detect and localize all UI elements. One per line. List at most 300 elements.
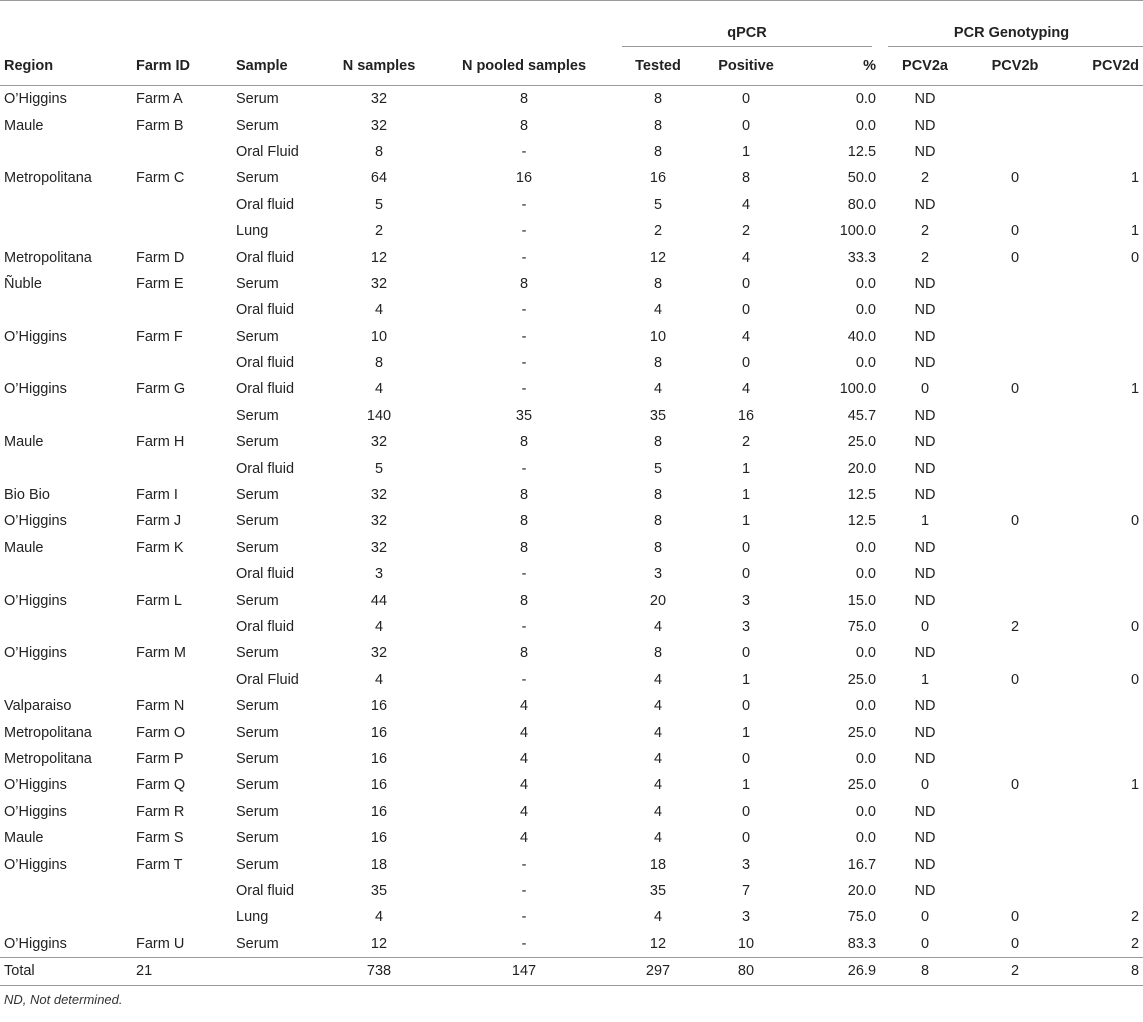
- cell-farm-id: Farm C: [136, 170, 185, 187]
- cell-pcv2a: ND: [914, 750, 936, 767]
- cell-n-samples: 12: [370, 935, 388, 952]
- cell-pcv2a: ND: [914, 434, 936, 451]
- cell-tested: 8: [653, 539, 663, 556]
- cell-positive: 0: [741, 698, 751, 715]
- cell-positive: 8: [741, 170, 751, 187]
- cell-region: [0, 614, 132, 640]
- cell-percent: 0.0: [855, 355, 877, 372]
- column-header-pcv2a: PCV2a: [880, 47, 970, 86]
- cell-pcv2a: ND: [914, 460, 936, 477]
- table-row: [0, 772, 1143, 798]
- cell-n-samples: 16: [370, 750, 388, 767]
- column-header-positive: Positive: [702, 47, 790, 86]
- cell-pcv2b: [970, 878, 1060, 904]
- cell-farm-id: Farm P: [136, 750, 184, 767]
- cell-positive: 3: [741, 909, 751, 926]
- cell-n-pooled: -: [521, 355, 527, 372]
- cell-tested: 4: [653, 302, 663, 319]
- cell-positive: 10: [737, 935, 755, 952]
- cell-percent: 50.0: [847, 170, 877, 187]
- cell-positive: 0: [741, 645, 751, 662]
- cell-pcv2d: 0: [1130, 249, 1140, 266]
- cell-n-pooled: -: [521, 856, 527, 873]
- column-header-pcv2b: PCV2b: [970, 47, 1060, 86]
- cell-pcv2a: ND: [914, 355, 936, 372]
- cell-percent: 0.0: [855, 117, 877, 134]
- cell-sample: Serum: [236, 856, 279, 873]
- cell-tested: 16: [649, 170, 667, 187]
- cell-pcv2d: [1060, 799, 1143, 825]
- total-cell-region: Total: [0, 957, 132, 985]
- cell-sample: Serum: [236, 91, 279, 108]
- cell-positive: 3: [741, 619, 751, 635]
- cell-positive: 0: [741, 750, 751, 767]
- cell-tested: 8: [653, 143, 663, 160]
- cell-tested: 4: [653, 777, 663, 794]
- cell-percent: 0.0: [855, 698, 877, 715]
- cell-region: [0, 139, 132, 165]
- cell-pcv2d: [1060, 271, 1143, 297]
- cell-n-samples: 16: [370, 777, 388, 794]
- cell-n-pooled: -: [521, 619, 527, 635]
- table-row: [0, 403, 1143, 429]
- cell-n-samples: 32: [370, 539, 388, 556]
- cell-percent: 80.0: [847, 196, 877, 213]
- cell-pcv2a: ND: [914, 143, 936, 160]
- total-cell-farm-id: 21: [132, 957, 232, 985]
- table-row: [0, 376, 1143, 402]
- cell-region: [0, 218, 132, 244]
- cell-region: [0, 667, 132, 693]
- cell-tested: 8: [653, 434, 663, 451]
- cell-pcv2b: [970, 746, 1060, 772]
- cell-farm-id: [132, 455, 232, 481]
- cell-pcv2d: [1060, 139, 1143, 165]
- cell-n-samples: 32: [370, 275, 388, 292]
- cell-pcv2d: [1060, 403, 1143, 429]
- cell-n-samples: 4: [374, 909, 384, 926]
- cell-tested: 20: [649, 592, 667, 609]
- column-header-pcv2d: PCV2d: [1060, 47, 1143, 86]
- cell-n-pooled: -: [521, 143, 527, 160]
- cell-farm-id: Farm D: [136, 249, 185, 266]
- cell-pcv2d: 2: [1130, 909, 1140, 926]
- table-row: [0, 508, 1143, 534]
- cell-farm-id: Farm J: [136, 513, 182, 530]
- cell-pcv2b: 0: [1010, 513, 1020, 530]
- cell-positive: 4: [741, 381, 751, 398]
- cell-region: [0, 455, 132, 481]
- cell-farm-id: [132, 904, 232, 930]
- cell-farm-id: Farm B: [136, 117, 184, 134]
- cell-n-pooled: 4: [519, 830, 529, 847]
- cell-tested: 12: [649, 249, 667, 266]
- table-row: [0, 640, 1143, 666]
- cell-farm-id: [132, 667, 232, 693]
- cell-n-samples: 16: [370, 724, 388, 741]
- cell-pcv2a: ND: [914, 91, 936, 108]
- cell-pcv2d: 1: [1130, 777, 1140, 794]
- cell-positive: 2: [741, 434, 751, 451]
- cell-positive: 0: [741, 275, 751, 292]
- cell-farm-id: Farm I: [136, 487, 178, 504]
- cell-pcv2a: 2: [920, 223, 930, 240]
- cell-percent: 40.0: [847, 328, 877, 345]
- cell-farm-id: [132, 561, 232, 587]
- cell-pcv2b: [970, 719, 1060, 745]
- cell-positive: 1: [741, 513, 751, 530]
- cell-tested: 8: [653, 275, 663, 292]
- cell-n-samples: 44: [370, 592, 388, 609]
- cell-pcv2b: 0: [1010, 381, 1020, 398]
- cell-pcv2b: [970, 561, 1060, 587]
- cell-pcv2a: 0: [920, 935, 930, 952]
- cell-pcv2b: 0: [1010, 671, 1020, 688]
- cell-pcv2a: ND: [914, 487, 936, 504]
- table-row: [0, 614, 1143, 640]
- cell-n-samples: 32: [370, 487, 388, 504]
- cell-farm-id: Farm G: [136, 381, 186, 398]
- cell-pcv2d: [1060, 112, 1143, 138]
- cell-n-samples: 5: [374, 460, 384, 477]
- cell-sample: Oral fluid: [236, 302, 295, 319]
- cell-region: [0, 297, 132, 323]
- cell-region: O’Higgins: [4, 777, 67, 794]
- cell-pcv2d: [1060, 587, 1143, 613]
- cell-n-pooled: -: [521, 460, 527, 477]
- cell-farm-id: Farm K: [136, 539, 184, 556]
- cell-n-pooled: -: [521, 328, 527, 345]
- cell-n-pooled: -: [521, 381, 527, 398]
- cell-percent: 25.0: [847, 724, 877, 741]
- cell-region: Maule: [4, 117, 44, 134]
- cell-n-pooled: 8: [519, 539, 529, 556]
- table-row: [0, 244, 1143, 270]
- cell-sample: Oral Fluid: [236, 671, 299, 688]
- cell-n-pooled: 8: [519, 592, 529, 609]
- table-row: [0, 271, 1143, 297]
- cell-farm-id: Farm R: [136, 803, 185, 820]
- cell-tested: 5: [653, 460, 663, 477]
- cell-n-samples: 16: [370, 803, 388, 820]
- cell-percent: 20.0: [847, 882, 877, 899]
- cell-n-pooled: 8: [519, 513, 529, 530]
- cell-n-samples: 3: [374, 566, 384, 583]
- cell-n-pooled: 4: [519, 803, 529, 820]
- total-cell-n-pooled: 147: [434, 957, 614, 985]
- table-row: [0, 192, 1143, 218]
- cell-region: Valparaiso: [4, 698, 72, 715]
- cell-n-pooled: 8: [519, 91, 529, 108]
- cell-positive: 16: [737, 407, 755, 424]
- cell-n-samples: 4: [374, 619, 384, 635]
- cell-pcv2b: [970, 112, 1060, 138]
- cell-tested: 8: [653, 645, 663, 662]
- cell-percent: 20.0: [847, 460, 877, 477]
- cell-pcv2b: [970, 350, 1060, 376]
- table-row: [0, 350, 1143, 376]
- cell-tested: 4: [653, 671, 663, 688]
- cell-percent: 100.0: [839, 381, 877, 398]
- table-row: [0, 165, 1143, 191]
- table-row: [0, 904, 1143, 930]
- group-spacer: [0, 1, 614, 48]
- cell-n-pooled: 4: [519, 777, 529, 794]
- cell-pcv2d: [1060, 851, 1143, 877]
- cell-sample: Serum: [236, 935, 279, 952]
- column-header-region: Region: [0, 47, 132, 86]
- group-header-genotyping: PCR Genotyping: [880, 1, 1143, 48]
- cell-percent: 75.0: [847, 909, 877, 926]
- cell-sample: Serum: [236, 645, 279, 662]
- cell-pcv2a: 0: [920, 381, 930, 398]
- cell-region: O’Higgins: [4, 91, 67, 108]
- cell-n-samples: 8: [374, 143, 384, 160]
- cell-n-samples: 64: [370, 170, 388, 187]
- cell-n-pooled: -: [521, 566, 527, 583]
- cell-region: [0, 192, 132, 218]
- cell-region: O’Higgins: [4, 803, 67, 820]
- column-header-sample: Sample: [232, 47, 324, 86]
- cell-percent: 0.0: [855, 539, 877, 556]
- cell-pcv2d: [1060, 297, 1143, 323]
- cell-pcv2d: 2: [1130, 935, 1140, 952]
- cell-n-samples: 4: [374, 302, 384, 319]
- cell-farm-id: Farm O: [136, 724, 186, 741]
- column-header-percent: %: [790, 47, 880, 86]
- cell-pcv2b: [970, 139, 1060, 165]
- cell-farm-id: Farm L: [136, 592, 182, 609]
- cell-n-samples: 32: [370, 117, 388, 134]
- cell-percent: 25.0: [847, 777, 877, 794]
- cell-pcv2b: 0: [1010, 249, 1020, 266]
- cell-farm-id: Farm A: [136, 91, 183, 108]
- cell-pcv2b: [970, 297, 1060, 323]
- group-header-qpcr: qPCR: [614, 1, 880, 48]
- cell-positive: 0: [741, 355, 751, 372]
- cell-farm-id: Farm N: [136, 698, 185, 715]
- cell-tested: 2: [653, 223, 663, 240]
- total-cell-positive: 80: [702, 957, 790, 985]
- cell-n-samples: 140: [366, 407, 392, 424]
- cell-sample: Serum: [236, 539, 279, 556]
- cell-percent: 0.0: [855, 566, 877, 583]
- total-cell-pcv2d: 8: [1060, 957, 1143, 985]
- cell-sample: Serum: [236, 698, 279, 715]
- cell-tested: 4: [653, 619, 663, 635]
- cell-farm-id: Farm S: [136, 830, 184, 847]
- table-row: [0, 218, 1143, 244]
- total-cell-pcv2a: 8: [880, 957, 970, 985]
- cell-pcv2a: 2: [920, 249, 930, 266]
- cell-sample: Oral fluid: [236, 566, 295, 583]
- cell-positive: 4: [741, 328, 751, 345]
- cell-tested: 4: [653, 698, 663, 715]
- cell-tested: 10: [649, 328, 667, 345]
- cell-n-pooled: 8: [519, 275, 529, 292]
- cell-pcv2a: 0: [920, 619, 930, 635]
- cell-positive: 0: [741, 117, 751, 134]
- cell-sample: Serum: [236, 777, 279, 794]
- cell-n-samples: 12: [370, 249, 388, 266]
- cell-farm-id: [132, 350, 232, 376]
- cell-sample: Serum: [236, 750, 279, 767]
- cell-pcv2d: 0: [1130, 513, 1140, 530]
- cell-n-pooled: 8: [519, 117, 529, 134]
- cell-n-pooled: 8: [519, 645, 529, 662]
- cell-pcv2d: [1060, 192, 1143, 218]
- cell-pcv2a: 2: [920, 170, 930, 187]
- cell-region: Maule: [4, 830, 44, 847]
- cell-n-pooled: 8: [519, 487, 529, 504]
- cell-farm-id: Farm T: [136, 856, 183, 873]
- cell-pcv2a: ND: [914, 302, 936, 319]
- cell-pcv2a: ND: [914, 830, 936, 847]
- cell-sample: Serum: [236, 724, 279, 741]
- cell-pcv2d: [1060, 324, 1143, 350]
- cell-tested: 18: [649, 856, 667, 873]
- cell-n-pooled: 4: [519, 750, 529, 767]
- cell-pcv2a: ND: [914, 275, 936, 292]
- cell-n-samples: 32: [370, 513, 388, 530]
- cell-pcv2a: 1: [920, 671, 930, 688]
- table-row: [0, 825, 1143, 851]
- cell-sample: Oral fluid: [236, 355, 295, 372]
- table-row: [0, 851, 1143, 877]
- cell-tested: 5: [653, 196, 663, 213]
- table-row: [0, 455, 1143, 481]
- cell-sample: Lung: [236, 909, 269, 926]
- cell-sample: Lung: [236, 223, 269, 240]
- total-cell-n-samples: 738: [324, 957, 434, 985]
- cell-sample: Oral fluid: [236, 196, 295, 213]
- cell-pcv2a: ND: [914, 592, 936, 609]
- cell-n-pooled: 16: [515, 170, 533, 187]
- cell-region: Bio Bio: [4, 487, 50, 504]
- cell-pcv2a: 0: [920, 777, 930, 794]
- cell-n-samples: 35: [370, 882, 388, 899]
- cell-tested: 12: [649, 935, 667, 952]
- cell-sample: Oral fluid: [236, 460, 295, 477]
- cell-tested: 4: [653, 750, 663, 767]
- column-header-tested: Tested: [614, 47, 702, 86]
- cell-positive: 4: [741, 196, 751, 213]
- total-row: [0, 957, 1143, 985]
- cell-positive: 1: [741, 724, 751, 741]
- cell-tested: 4: [653, 724, 663, 741]
- table-row: [0, 112, 1143, 138]
- cell-tested: 3: [653, 566, 663, 583]
- cell-pcv2d: [1060, 719, 1143, 745]
- cell-sample: Serum: [236, 275, 279, 292]
- cell-percent: 0.0: [855, 803, 877, 820]
- cell-pcv2a: ND: [914, 566, 936, 583]
- cell-region: Metropolitana: [4, 249, 92, 266]
- cell-sample: Oral fluid: [236, 882, 295, 899]
- table-row: [0, 719, 1143, 745]
- cell-pcv2d: [1060, 561, 1143, 587]
- table-row: [0, 86, 1143, 113]
- cell-percent: 100.0: [839, 223, 877, 240]
- cell-positive: 3: [741, 592, 751, 609]
- cell-n-samples: 10: [370, 328, 388, 345]
- cell-positive: 0: [741, 302, 751, 319]
- cell-pcv2d: 0: [1130, 619, 1140, 635]
- cell-pcv2b: [970, 640, 1060, 666]
- cell-pcv2d: [1060, 350, 1143, 376]
- cell-n-pooled: -: [521, 671, 527, 688]
- cell-pcv2d: [1060, 825, 1143, 851]
- cell-sample: Oral fluid: [236, 249, 295, 266]
- cell-farm-id: Farm M: [136, 645, 186, 662]
- cell-pcv2a: ND: [914, 856, 936, 873]
- cell-n-pooled: 8: [519, 434, 529, 451]
- cell-pcv2b: [970, 799, 1060, 825]
- cell-positive: 1: [741, 671, 751, 688]
- cell-pcv2d: 1: [1130, 381, 1140, 398]
- cell-pcv2a: 0: [920, 909, 930, 926]
- cell-farm-id: [132, 218, 232, 244]
- cell-sample: Serum: [236, 117, 279, 134]
- cell-pcv2d: 1: [1130, 170, 1140, 187]
- cell-pcv2d: [1060, 746, 1143, 772]
- table-row: [0, 535, 1143, 561]
- cell-percent: 0.0: [855, 275, 877, 292]
- cell-pcv2a: ND: [914, 645, 936, 662]
- footnote: ND, Not determined.: [4, 991, 123, 1007]
- cell-pcv2b: [970, 587, 1060, 613]
- cell-pcv2a: ND: [914, 724, 936, 741]
- cell-pcv2d: [1060, 693, 1143, 719]
- cell-percent: 0.0: [855, 302, 877, 319]
- cell-pcv2b: 0: [1010, 223, 1020, 240]
- cell-pcv2b: 2: [1010, 619, 1020, 635]
- cell-n-pooled: -: [521, 302, 527, 319]
- cell-pcv2b: [970, 429, 1060, 455]
- column-header-n-pooled: N pooled samples: [434, 47, 614, 86]
- cell-n-samples: 32: [370, 434, 388, 451]
- cell-tested: 8: [653, 513, 663, 530]
- cell-farm-id: [132, 192, 232, 218]
- cell-pcv2a: ND: [914, 803, 936, 820]
- cell-positive: 3: [741, 856, 751, 873]
- cell-percent: 0.0: [855, 645, 877, 662]
- table-row: [0, 746, 1143, 772]
- cell-n-pooled: -: [521, 249, 527, 266]
- table-row: [0, 667, 1143, 693]
- cell-pcv2a: ND: [914, 882, 936, 899]
- cell-n-pooled: -: [521, 909, 527, 926]
- cell-n-pooled: 35: [515, 407, 533, 424]
- cell-region: Maule: [4, 434, 44, 451]
- cell-pcv2a: 1: [920, 513, 930, 530]
- cell-positive: 7: [741, 882, 751, 899]
- cell-pcv2b: [970, 693, 1060, 719]
- cell-n-samples: 32: [370, 645, 388, 662]
- cell-pcv2b: 0: [1010, 909, 1020, 926]
- total-cell-percent: 26.9: [790, 957, 880, 985]
- table-row: [0, 878, 1143, 904]
- cell-pcv2b: 0: [1010, 935, 1020, 952]
- cell-farm-id: Farm E: [136, 275, 184, 292]
- cell-tested: 8: [653, 91, 663, 108]
- cell-pcv2d: [1060, 535, 1143, 561]
- cell-sample: Serum: [236, 434, 279, 451]
- table-row: [0, 429, 1143, 455]
- cell-pcv2d: [1060, 86, 1143, 113]
- cell-n-samples: 32: [370, 91, 388, 108]
- cell-pcv2b: [970, 825, 1060, 851]
